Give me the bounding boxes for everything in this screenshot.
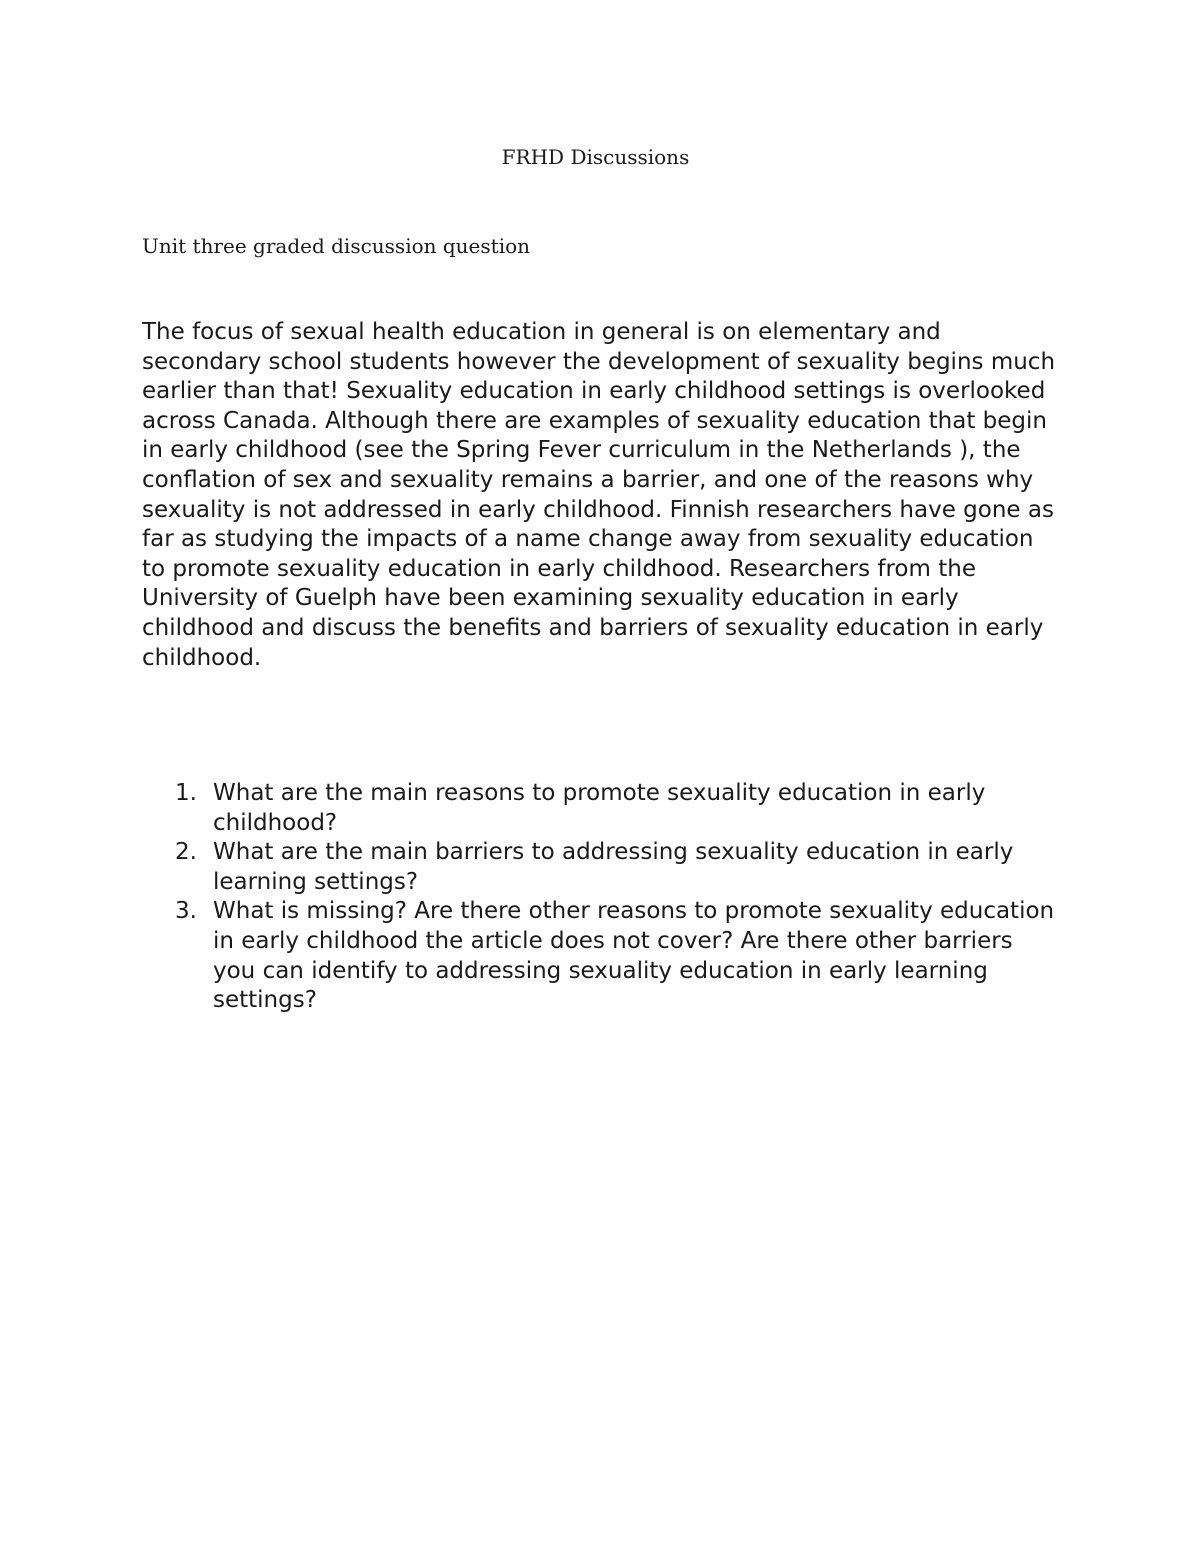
question-number: 1.: [175, 780, 197, 806]
question-number: 2.: [175, 839, 197, 866]
document-subtitle: Unit three graded discussion question: [142, 234, 531, 258]
body-paragraph: The focus of sexual health education in general is on elementary and secondary school students however the development of sexuality begins much earlier than that! Sexuality education in early childhood settings is overlooked across Canada. Although there are examples of sexuality education that begin in early childhood (see the Spring Fever curriculum in the Netherlands ), the conflation of sex and sexuality remains a barrier, and one of the reasons why sexuality is not addressed in early childhood. Finnish researchers have gone as far as studying the impacts of a name change away from sexuality education to promote sexuality education in early childhood. Researchers from the University of Guelph have been examining sexuality education in early childhood and discuss the benefits and barriers of sexuality education in early childhood.: [142, 319, 1056, 671]
question-text: What are the main reasons to promote sexuality education in early childhood?: [213, 780, 986, 836]
list-item: [142, 897, 1062, 1015]
question-number: 3.: [175, 898, 197, 925]
document-title: FRHD Discussions: [501, 145, 690, 169]
list-item: [142, 838, 1062, 897]
question-text: What is missing? Are there other reasons to promote sexuality education in early childhood the article does not cover? Are there other barriers you can identify to addressing sexuality education in early learning settings?: [213, 898, 1055, 1014]
question-list: [142, 779, 1062, 1016]
question-text: What are the main barriers to addressing sexuality education in early learning settings?: [213, 839, 1014, 895]
list-item: [142, 779, 1062, 838]
